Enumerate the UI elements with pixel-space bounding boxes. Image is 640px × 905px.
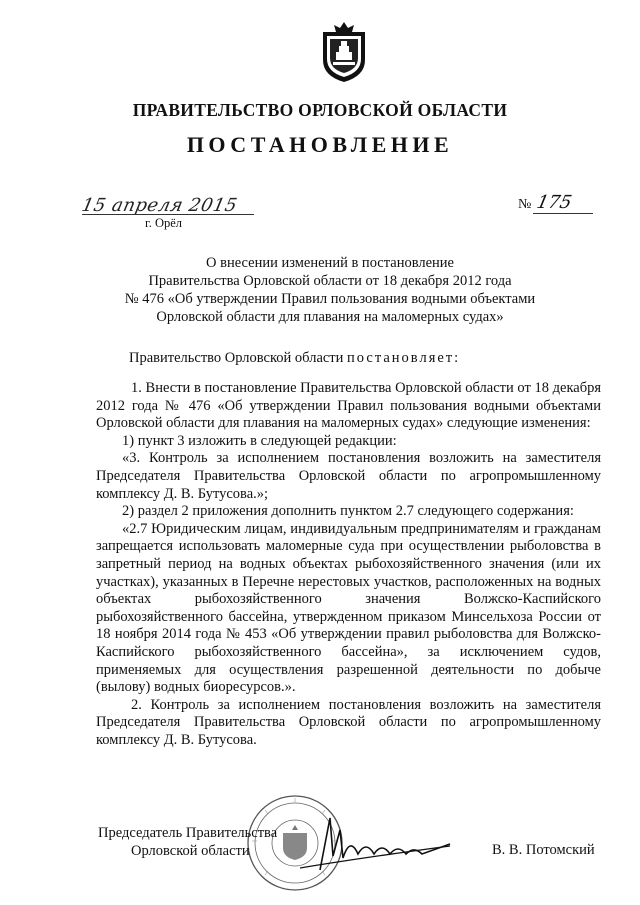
subject-line: О внесении изменений в постановление: [206, 255, 454, 271]
body-paragraph: 1) пункт 3 изложить в следующей редакции:: [122, 432, 397, 449]
handwritten-signature-icon: [300, 808, 460, 878]
document-type: ПОСТАНОВЛЕНИЕ: [186, 132, 454, 157]
body-paragraph: «2.7 Юридическим лицам, индивидуальным предпринимателям и гражданам запрещается использовать маломерные суда при осуществлении рыболовства в запретный период на водных объектах рыбохозяйственного значения (или их участках), указанных в Перечне нерестовых участков, расположенных на водных объектах рыбохозяйственного значения Волжско-Каспийского рыбохозяйственного бассейна, утвержденном приказом Минсельхоза России от 18 ноября 2014 года № 453 «Об утверждении правил рыболовства для Волжско-Каспийского рыбохозяйственного бассейна», за исключением судов, применяемых для осуществления разрешенной деятельности по добыче (вылову) водных биоресурсов.».: [96, 520, 601, 696]
intro-verb: постановляет:: [347, 350, 461, 366]
resolution-intro: [129, 350, 460, 367]
signatory-title: [98, 825, 277, 860]
city: г. Орёл: [145, 216, 183, 230]
number-label: №: [518, 197, 532, 212]
signatory-title-line: Председатель Правительства: [98, 825, 278, 841]
body-paragraph: 1. Внести в постановление Правительства Орловской области от 18 декабря 2012 года № 476 «Об утверждении Правил пользования водными объектами Орловской области для плавания на маломерных судах» следующие изменения:: [96, 380, 601, 432]
coat-of-arms-icon: [319, 22, 369, 84]
signatory-title-line: Орловской области: [131, 842, 250, 859]
date-underline: [82, 214, 254, 215]
document-subject: [100, 254, 560, 326]
document-date: 15 апреля 2015: [79, 195, 240, 216]
signatory-name: В. В. Потомский: [492, 842, 595, 858]
document-body: [96, 380, 601, 749]
body-paragraph: 2) раздел 2 приложения дополнить пунктом 2.7 следующего содержания:: [122, 503, 574, 520]
number-underline: [533, 213, 593, 214]
body-paragraph: 2. Контроль за исполнением постановления возложить на заместителя Председателя Правительства Орловской области по агропромышленному комплексу Д. В. Бутусова.: [96, 696, 601, 748]
body-paragraph: «3. Контроль за исполнением постановления возложить на заместителя Председателя Правительства Орловской области по агропромышленному комплексу Д. В. Бутусова.»;: [96, 450, 601, 502]
government-name: ПРАВИТЕЛЬСТВО ОРЛОВСКОЙ ОБЛАСТИ: [132, 100, 508, 120]
subject-line: № 476 «Об утверждении Правил пользования водными объектами: [124, 291, 536, 307]
document-number: 175: [534, 192, 574, 213]
intro-prefix: Правительство Орловской области: [129, 350, 344, 366]
subject-line: Орловской области для плавания на маломерных судах»: [156, 309, 504, 325]
subject-line: Правительства Орловской области от 18 декабря 2012 года: [148, 273, 512, 289]
